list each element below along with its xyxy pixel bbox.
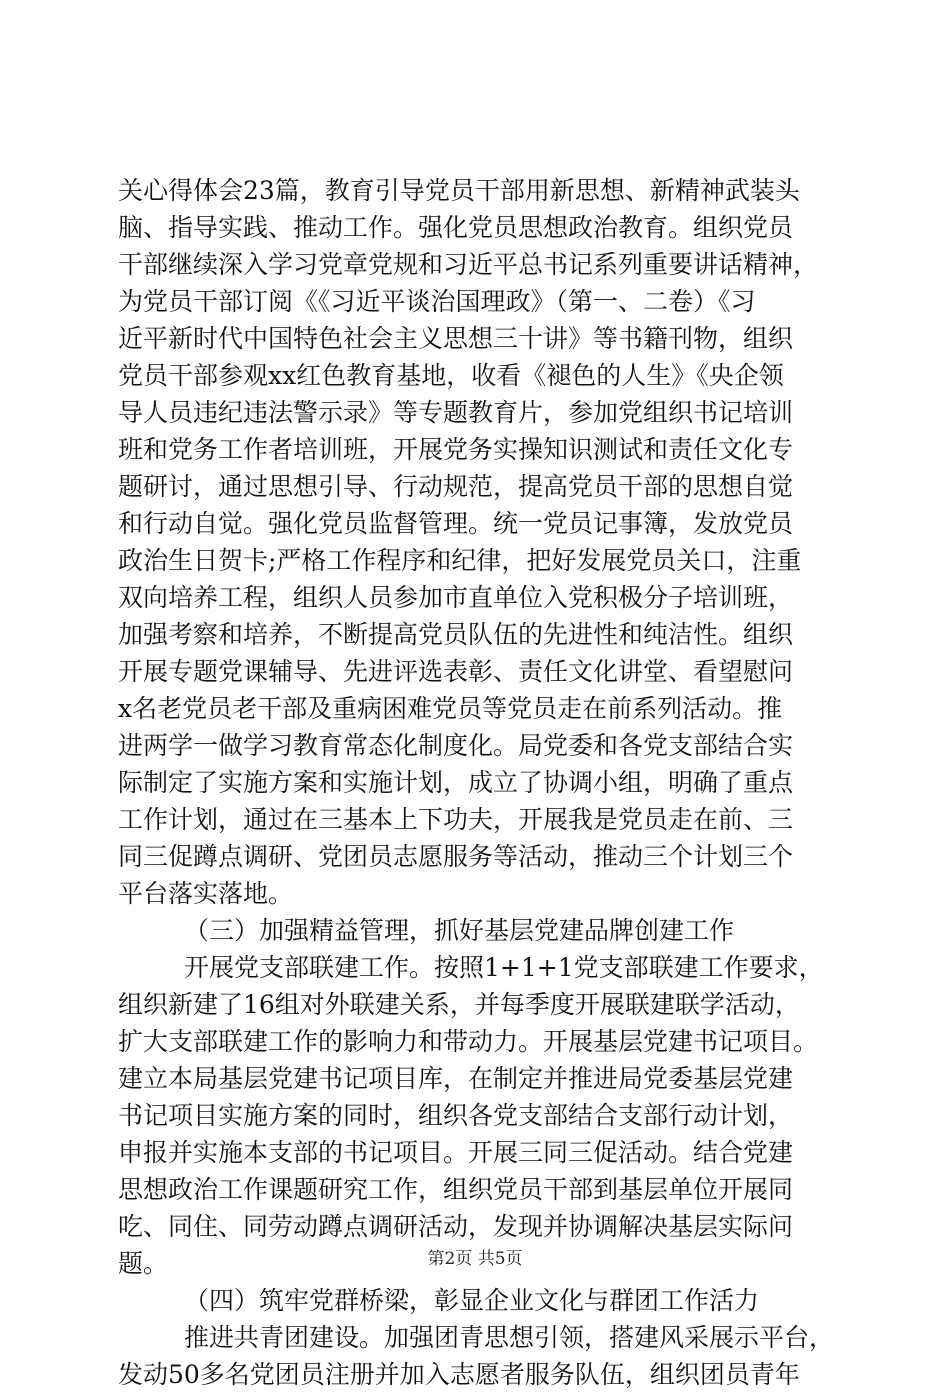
text-line: 题。 (118, 1249, 169, 1278)
document-body (118, 172, 834, 1393)
text-line: 党员干部参观xx红色教育基地，收看《褪色的人生》《央企领 (118, 361, 784, 390)
text-line: 同三促蹲点调研、党团员志愿服务等活动，推动三个计划三个 (118, 842, 794, 871)
text-line: 双向培养工程，组织人员参加市直单位入党积极分子培训班， (118, 583, 794, 612)
text-line: 为党员干部订阅《《习近平谈治国理政》（第一、二卷）《习 (118, 287, 756, 316)
text-line: 开展党支部联建工作。按照1+1+1党支部联建工作要求， (184, 953, 824, 982)
text-line: 申报并实施本支部的书记项目。开展三同三促活动。结合党建 (118, 1138, 794, 1167)
text-line: 和行动自觉。强化党员监督管理。统一党员记事簿，发放党员 (118, 509, 794, 538)
text-line: 关心得体会23篇，教育引导党员干部用新思想、新精神武装头 (118, 176, 800, 205)
page-footer: 第2页 共5页 (427, 1249, 523, 1269)
text-line: 吃、同住、同劳动蹲点调研活动，发现并协调解决基层实际问 (118, 1212, 794, 1241)
text-line: （三）加强精益管理，抓好基层党建品牌创建工作 (184, 916, 735, 945)
text-line: 思想政治工作课题研究工作，组织党员干部到基层单位开展同 (118, 1175, 794, 1204)
text-line: 近平新时代中国特色社会主义思想三十讲》等书籍刊物，组织 (118, 324, 794, 353)
text-line: 脑、指导实践、推动工作。强化党员思想政治教育。组织党员 (118, 213, 794, 242)
text-line: 扩大支部联建工作的影响力和带动力。开展基层党建书记项目。 (118, 1027, 819, 1056)
text-line: 平台落实落地。 (118, 879, 294, 908)
text-line: 工作计划，通过在三基本上下功夫，开展我是党员走在前、三 (118, 805, 794, 834)
text-line: 开展专题党课辅导、先进评选表彰、责任文化讲堂、看望慰问 (118, 657, 794, 686)
text-line: 建立本局基层党建书记项目库，在制定并推进局党委基层党建 (118, 1064, 794, 1093)
text-line: 际制定了实施方案和实施计划，成立了协调小组，明确了重点 (118, 768, 794, 797)
text-line: （四）筑牢党群桥梁，彰显企业文化与群团工作活力 (184, 1286, 760, 1315)
text-line: 干部继续深入学习党章党规和习近平总书记系列重要讲话精神， (118, 250, 819, 279)
text-line: 政治生日贺卡;严格工作程序和纪律，把好发展党员关口，注重 (118, 546, 802, 575)
text-line: 导人员违纪违法警示录》等专题教育片，参加党组织书记培训 (118, 398, 794, 427)
text-line: x名老党员老干部及重病困难党员等党员走在前系列活动。推 (118, 694, 783, 723)
text-line: 班和党务工作者培训班，开展党务实操知识测试和责任文化专 (118, 435, 794, 464)
text-line: 进两学一做学习教育常态化制度化。局党委和各党支部结合实 (118, 731, 794, 760)
text-line: 组织新建了16组对外联建关系，并每季度开展联建联学活动， (118, 990, 800, 1019)
text-line: 推进共青团建设。加强团青思想引领，搭建风采展示平台， (184, 1323, 834, 1352)
text-line: 题研讨，通过思想引导、行动规范，提高党员干部的思想自觉 (118, 472, 794, 501)
text-line: 发动50多名党团员注册并加入志愿者服务队伍，组织团员青年 (118, 1360, 800, 1389)
text-line: 书记项目实施方案的同时，组织各党支部结合支部行动计划， (118, 1101, 794, 1130)
text-line: 加强考察和培养，不断提高党员队伍的先进性和纯洁性。组织 (118, 620, 794, 649)
